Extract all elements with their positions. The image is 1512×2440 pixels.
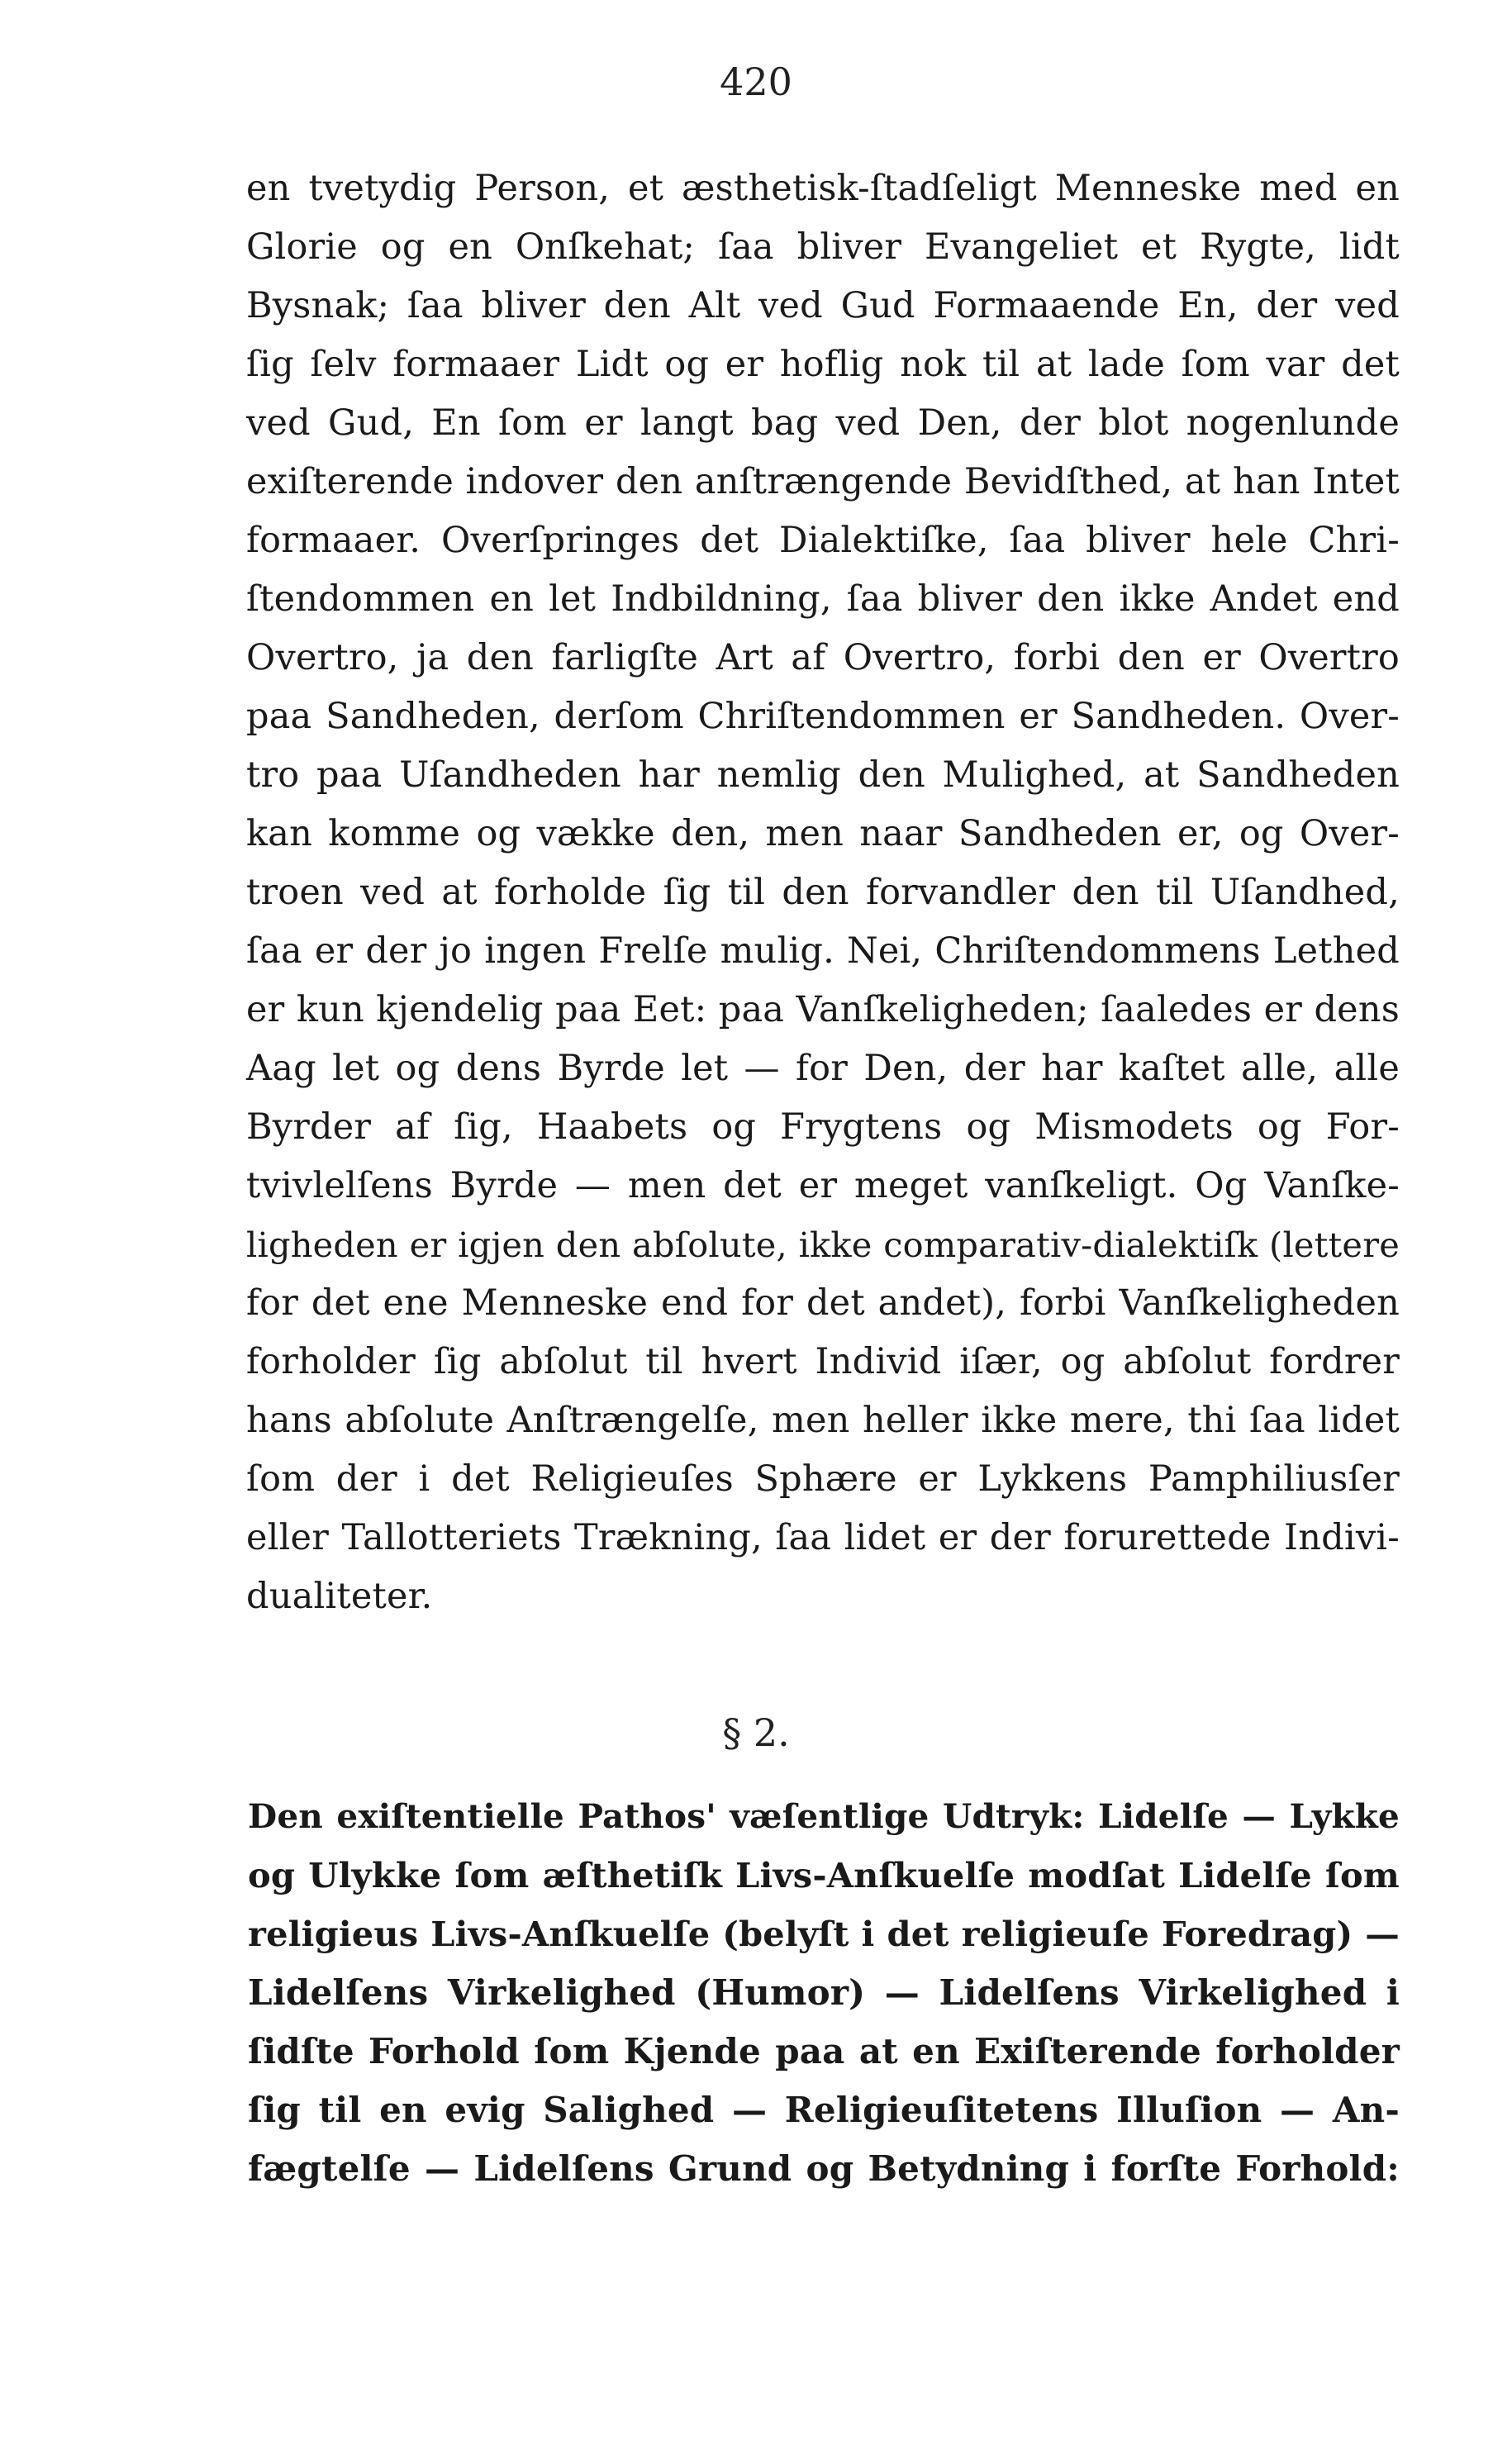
text-line: Overtro, ja den farligſte Art af Overtro, forbi den er Overtro (246, 637, 1400, 678)
text-line: ſtendommen en let Indbildning, ſaa bliver den ikke Andet end (246, 578, 1400, 620)
section-heading: § 2. (722, 1710, 790, 1755)
summary-line: fægtelſe — Lidelſens Grund og Betydning i forſte Forhold: (248, 2148, 1400, 2189)
text-line: tvivlelſens Byrde — men det er meget vanſkeligt. Og Vanſke- (246, 1165, 1400, 1206)
text-line: tro paa Uſandheden har nemlig den Mulighed, at Sandheden (246, 754, 1400, 796)
text-line: ved Gud, En ſom er langt bag ved Den, der blot nogenlunde (246, 402, 1400, 444)
summary-line: ſig til en evig Salighed — Religieuſitetens Illuſion — An- (248, 2090, 1400, 2130)
text-line: ligheden er igjen den abſolute, ikke comparativ-dialektiſk (lettere (246, 1225, 1400, 1265)
text-line: for det ene Menneske end for det andet), forbi Vanſkeligheden (246, 1282, 1400, 1324)
text-line: formaaer. Overſpringes det Dialektiſke, ſaa bliver hele Chri- (246, 520, 1400, 561)
text-line: hans abſolute Anſtrængelſe, men heller ikke mere, thi ſaa lidet (246, 1400, 1400, 1441)
text-line: ſom der i det Religieuſes Sphære er Lykkens Pamphiliusſer (246, 1458, 1400, 1500)
summary-line: Lidelſens Virkelighed (Humor) — Lidelſens Virkelighed i (248, 1972, 1400, 2013)
body-text (246, 159, 1400, 1626)
text-line: ſaa er der jo ingen Frelſe mulig. Nei, Chriſtendommens Lethed (246, 930, 1400, 972)
text-line: dualiteter. (246, 1576, 433, 1617)
text-line: paa Sandheden, derſom Chriſtendommen er Sandheden. Over- (246, 696, 1400, 737)
text-line: en tvetydig Person, et æsthetisk-ſtadſeligt Menneske med en (246, 168, 1400, 209)
text-line: kan komme og vække den, men naar Sandheden er, og Over- (246, 813, 1400, 854)
summary-line: og Ulykke ſom æſthetiſk Livs-Anſkuelſe modſat Lidelſe ſom (248, 1855, 1400, 1895)
text-line: Glorie og en Onſkehat; ſaa bliver Evangeliet et Rygte, lidt (246, 226, 1400, 268)
text-line: Bysnak; ſaa bliver den Alt ved Gud Formaaende En, der ved (246, 285, 1400, 326)
text-line: exiſterende indover den anſtrængende Bevidſthed, at han Intet (246, 461, 1400, 502)
text-line: ſig ſelv formaaer Lidt og er hoflig nok til at lade ſom var det (246, 344, 1400, 385)
summary-line: ſidſte Forhold ſom Kjende paa at en Exiſterende forholder (248, 2031, 1400, 2071)
text-line: eller Tallotteriets Trækning, ſaa lidet er der forurettede Indivi- (246, 1517, 1400, 1558)
summary-line: religieus Livs-Anſkuelſe (belyſt i det religieuſe Foredrag) — (248, 1914, 1400, 1954)
text-line: Byrder af ſig, Haabets og Frygtens og Mismodets og For- (246, 1106, 1400, 1148)
text-line: er kun kjendelig paa Eet: paa Vanſkeligheden; ſaaledes er dens (246, 989, 1400, 1030)
text-line: troen ved at forholde ſig til den forvandler den til Uſandhed, (246, 872, 1400, 913)
page-number: 420 (720, 59, 792, 104)
summary-line: Den exiſtentielle Pathos' væſentlige Udtryk: Lidelſe — Lykke (248, 1796, 1400, 1836)
text-line: forholder ſig abſolut til hvert Individ iſær, og abſolut fordrer (246, 1341, 1400, 1382)
text-line: Aag let og dens Byrde let — for Den, der har kaſtet alle, alle (246, 1048, 1400, 1089)
section-summary (248, 1787, 1400, 2198)
